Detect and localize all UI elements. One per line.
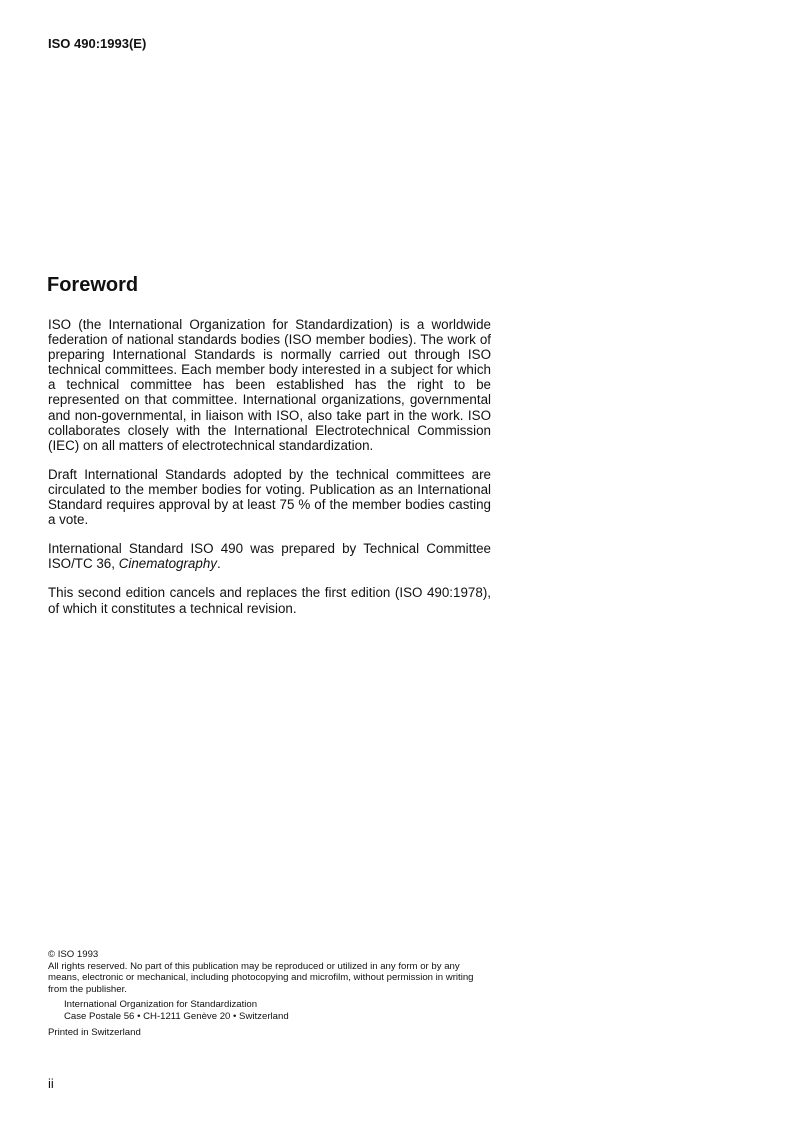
- section-title: Foreword: [47, 274, 139, 296]
- copyright-line: © ISO 1993: [48, 949, 99, 960]
- paragraph-prepared-by: [48, 541, 491, 571]
- document-id-header: ISO 490:1993(E): [48, 36, 147, 51]
- publisher-org: International Organization for Standardization: [64, 999, 258, 1011]
- paragraph-edition-note: This second edition cancels and replaces the first edition (ISO 490:1978), of which it constitutes a technical revision.: [48, 585, 491, 616]
- committee-name: Cinematography: [118, 556, 217, 572]
- publisher-postal: Case Postale 56 • CH-1211 Genève 20 • Switzerland: [64, 1010, 289, 1022]
- foreword-body: [48, 317, 491, 630]
- prepared-by-text: International Standard ISO 490 was prepared by Technical Committee ISO/TC 36,: [48, 541, 491, 572]
- rights-statement: All rights reserved. No part of this publication may be reproduced or utilized in any form or by any means, electronic or mechanical, including photocopying and microfilm, without permission in writing from the publisher.: [48, 960, 474, 995]
- printed-in: Printed in Switzerland: [48, 1026, 141, 1038]
- copyright-block: [48, 949, 493, 1038]
- prepared-by-suffix: .: [216, 556, 221, 572]
- publisher-address: [48, 999, 493, 1022]
- page-number: ii: [48, 1076, 54, 1091]
- paragraph-draft-standards: Draft International Standards adopted by the technical committees are circulated to the member bodies for voting. Publication as an International Standard requires approval by at least 75 % of the member bodies casting a vote.: [48, 466, 491, 528]
- paragraph-iso-intro: ISO (the International Organization for Standardization) is a worldwide federation of national standards bodies (ISO member bodies). The work of preparing International Standards is normally carried out through ISO technical committees. Each member body interested in a subject for which a technical committee has been established has the right to be represented on that committee. International organizations, governmental and non-governmental, in liaison with ISO, also take part in the work. ISO collaborates closely with the International Electrotechnical Commission (IEC) on all matters of electrotechnical standardization.: [48, 317, 491, 453]
